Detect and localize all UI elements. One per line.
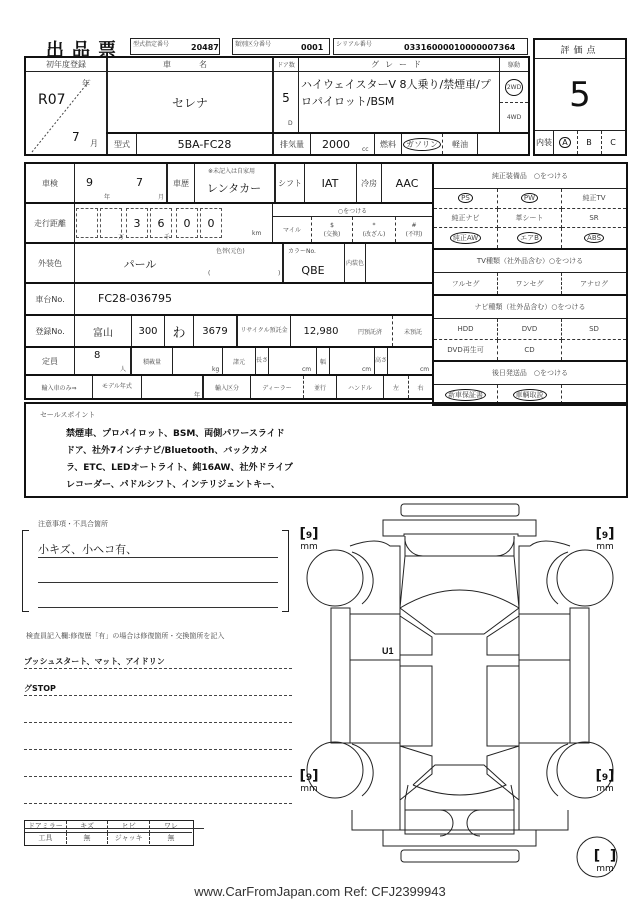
recycle-unpaid[interactable]: 未預託 [403,328,422,336]
inspector-line [24,722,292,723]
sales-points-text: 禁煙車、プロパイロット、BSM、両側パワースライド ドア、社外7インチナビ/Bluetooth、バックカメ ラ、ETC、LEDオートライト、純16AW、社外ドライブ レコーダー、パドルシフト、インテリジェントキー、 [66,429,293,490]
reg-number: 3679 [202,325,228,337]
mileage-digit: 6 [150,208,172,238]
left-sill [331,608,350,743]
fuel-option-diesel[interactable]: 軽油 [452,139,468,149]
ac-value: AAC [395,176,419,190]
accessory-cell: キズ [67,821,109,833]
rear-hatch [405,785,514,830]
grade-value: ハイウェイスターV 8人乗り/禁煙車/プロパイロット/BSM [301,78,491,108]
inspector-line [24,749,292,750]
details-block: 車検 9 年 7 月 車歴 ※未記入は自家用 レンタカー シフト IAT 冷房 AAC 走行距離 万 千 km ○をつける マイル $ (交換) * (改ざん) # (不明) 外装色 パール 色替(元色) ( ) カラーNo. QBE 内装色 車台No. FC28-036795 登録No. 富山 300 わ 3679 リサイクル預託金 12,980 円預託済 未預託 定員 8 人 積載量 kg 諸元 長さ cm 幅 cm 高さ cm 輸入車のみ⇒ モデル年式 年 輸入区分 ディーラー 並行 ハンドル 左 右 3 6 0 0 [24,162,434,400]
notes-line-1: 小キズ、小ヘコ有、 [38,543,138,556]
mileage-mark-exchanged[interactable]: $ (交換) [323,221,341,238]
car-name-label: 車 名 [163,60,217,69]
genuine-title: 純正装備品 ○をつける [491,172,569,180]
reg-kana: わ [172,325,186,341]
notes-bracket-left [22,530,29,612]
import-dealer[interactable]: ディーラー [262,384,292,392]
rear-window [413,765,506,795]
inspector-line [24,803,292,804]
genuine-item[interactable]: エアB [498,228,562,248]
model-year-label: モデル年式 [102,383,132,390]
navi-item[interactable]: SD [562,319,626,340]
navi-item[interactable]: DVD [498,319,562,340]
rear-bumper-outer [401,850,519,862]
navi-item[interactable]: DVD再生可 [434,340,498,361]
model-designation-label: 型式指定番号 [133,41,170,48]
accessory-cell: ジャッキ [108,833,150,845]
chassis-value: FC28-036795 [98,292,172,305]
fuel-label: 燃料 [380,139,396,149]
serial-value: 03316000010000007364 [404,43,516,52]
height-label: 高さ [375,357,388,364]
recycle-amount: 12,980 [303,325,339,337]
later-title: 後日発送品 ○をつける [491,369,569,377]
accessory-cell: 工具 [25,833,67,845]
left-front-door-window [400,616,432,655]
inspector-line [24,695,292,696]
front-left-tire [307,550,363,606]
tv-item[interactable]: フルセグ [434,273,498,294]
genuine-item[interactable]: 純正ナビ [434,209,498,229]
color-number-value: QBE [301,263,325,277]
mileage-mark-tampered[interactable]: * (改ざん) [362,221,386,238]
rear-bumper [383,830,536,846]
category-cell [232,38,330,55]
navi-title: ナビ種類（社外品含む）○をつける [474,303,586,311]
equipment-block [432,162,628,406]
inspector-line-text: グSTOP [24,684,56,693]
import-parallel[interactable]: 並行 [313,384,326,392]
interior-label: 内装 [536,138,552,147]
mileage-digit: 0 [176,208,198,238]
fuel-option-gasoline[interactable]: ガソリン [402,134,442,154]
interior-option-b[interactable]: B [586,138,592,147]
car-diagram [290,500,630,880]
genuine-item[interactable]: PS [434,189,498,209]
length-label: 長さ [256,357,269,364]
inspection-year: 9 [86,176,93,189]
displacement-label: 排気量 [280,139,304,149]
front-right-tire [557,550,613,606]
mileage-mark-label: ○をつける [337,207,368,215]
score-value: 5 [569,75,591,115]
notes-label: 注意事項・不具合箇所 [38,520,108,528]
inspection-month: 7 [136,176,143,189]
front-bumper-outer [401,504,519,516]
left-rear-window [400,746,432,800]
tread-front-left: [9] mm [299,526,319,552]
accessory-cell: ヒビ [108,821,150,833]
width-label: 幅 [319,358,326,366]
model-designation-value: 20487 [191,43,219,52]
recycle-paid[interactable]: 円預託済 [357,328,382,336]
tv-title: TV種類（社外品含む）○をつける [476,257,584,265]
mileage-digit: 3 [126,208,148,238]
mileage-mark-unknown[interactable]: # (不明) [405,221,423,238]
spec-label: 諸元 [232,358,245,366]
tread-rear-left: [9] mm [299,768,319,794]
score-box [533,38,627,156]
shift-label: シフト [278,178,302,188]
first-reg-label: 初年度登録 [46,60,86,69]
category-label: 類別区分番号 [235,41,272,48]
grade-label: グレード [371,60,427,69]
tv-item[interactable]: ワンセグ [498,273,562,294]
hood-front [405,536,514,556]
mileage-digit [100,208,122,238]
later-item[interactable]: 車輌取説 [498,385,562,404]
shift-value: IAT [321,176,339,190]
ac-label: 冷房 [361,178,377,188]
reg-area: 富山 [93,327,113,339]
first-reg-year: R07 [38,92,66,108]
inspector-line [24,828,204,829]
score-label: 評価点 [560,45,600,56]
handle-label: ハンドル [347,384,372,392]
first-reg-month: 7 [72,130,80,144]
notes-bracket-right [282,530,289,612]
doors-value: 5 [282,91,290,105]
drive-option-2wd[interactable]: 2WD [500,72,528,102]
inspector-line [24,776,292,777]
sales-points-label: セールスポイント [40,411,96,419]
accessory-cell: 無 [67,833,109,845]
tv-item[interactable]: アナログ [580,279,608,288]
footer-ref: www.CarFromJapan.com Ref: CFJ2399943 [194,884,446,899]
inspection-label: 車検 [42,178,58,188]
left-rear-door [400,666,432,746]
history-value: レンタカー [206,182,262,195]
navi-item[interactable] [562,340,626,361]
history-label: 車歴 [173,178,189,188]
inspector-label: 検査員記入欄:修復歴「有」の場合は修復箇所・交換箇所を記入 [26,632,225,640]
tread-spare: [ ] mm [593,848,617,874]
mileage-label: 走行距離 [34,218,66,228]
navi-item[interactable]: HDD [434,319,498,340]
accessory-cell: ワレ [150,821,192,833]
model-designation-cell [130,38,220,55]
inspector-line-text: プッシュスタート、マット、アイドリン [24,657,165,666]
drive-option-4wd[interactable]: 4WD [506,114,522,121]
exterior-color-value: パール [123,258,157,271]
right-sill [570,608,589,743]
accessory-cell: 無 [167,834,175,843]
damage-mark-u1: U1 [382,646,394,656]
car-name-value: セレナ [171,95,208,110]
tread-rear-right: [9] mm [595,768,615,794]
recycle-label: リサイクル預託金 [240,327,288,334]
sheet-title: 出品票 [46,40,124,61]
category-value: 0001 [301,43,324,52]
windshield-top [400,590,519,608]
reg-label: 登録No. [35,326,65,336]
serial-cell [333,38,528,55]
mileage-digit: 0 [200,208,222,238]
accessories-table [24,820,194,846]
sales-points-block [24,402,628,498]
genuine-item[interactable]: SR [562,209,626,229]
vehicle-block: 初年度登録 R07 年 7 月 車 名 セレナ ドア数 5 D グレード ハイウェイスターV 8人乗り/禁煙車/プロパイロット/BSM 駆動 2WD 4WD 型式 5BA-FC28 排気量 2000 cc 燃料 ガソリン 軽油 [24,56,530,156]
import-type-label: 輸入区分 [214,384,239,392]
genuine-item[interactable]: 純正AW [434,228,498,248]
mileage-mark-mile[interactable]: マイル [283,227,301,234]
model-label: 型式 [114,139,130,149]
genuine-item[interactable]: PW [498,189,562,209]
genuine-item[interactable]: 純正TV [562,189,626,209]
front-bumper [383,520,536,536]
exterior-color-label: 外装色 [38,258,62,268]
displacement-value: 2000 [322,137,350,151]
inspector-line [24,668,292,669]
windshield [400,608,519,634]
serial-label: シリアル番号 [336,41,372,48]
doors-label: ドア数 [277,62,295,69]
model-value: 5BA-FC28 [177,137,232,151]
mileage-digit [76,208,98,238]
navi-item[interactable]: CD [498,340,562,361]
interior-color-label: 内装色 [345,259,364,267]
interior-option-a[interactable]: A [553,131,577,154]
interior-option-c[interactable]: C [610,138,616,147]
reg-class: 300 [138,325,158,337]
tread-front-right: [9] mm [595,526,615,552]
genuine-item[interactable]: ABS [562,228,626,248]
drive-label: 駆動 [507,62,520,69]
capacity-label: 定員 [42,356,58,366]
import-label: 輸入車のみ⇒ [41,384,77,392]
handle-right[interactable]: 右 [417,384,424,392]
later-item[interactable]: 新車保証書 [434,385,498,404]
capacity-value: 8 [94,350,101,361]
chassis-label: 車台No. [35,294,65,304]
handle-left[interactable]: 左 [392,384,399,392]
load-label: 積載量 [142,358,161,366]
accessory-cell: ドアミラー [25,821,67,833]
genuine-item[interactable]: 革シート [498,209,562,229]
hood-sides [400,556,519,608]
